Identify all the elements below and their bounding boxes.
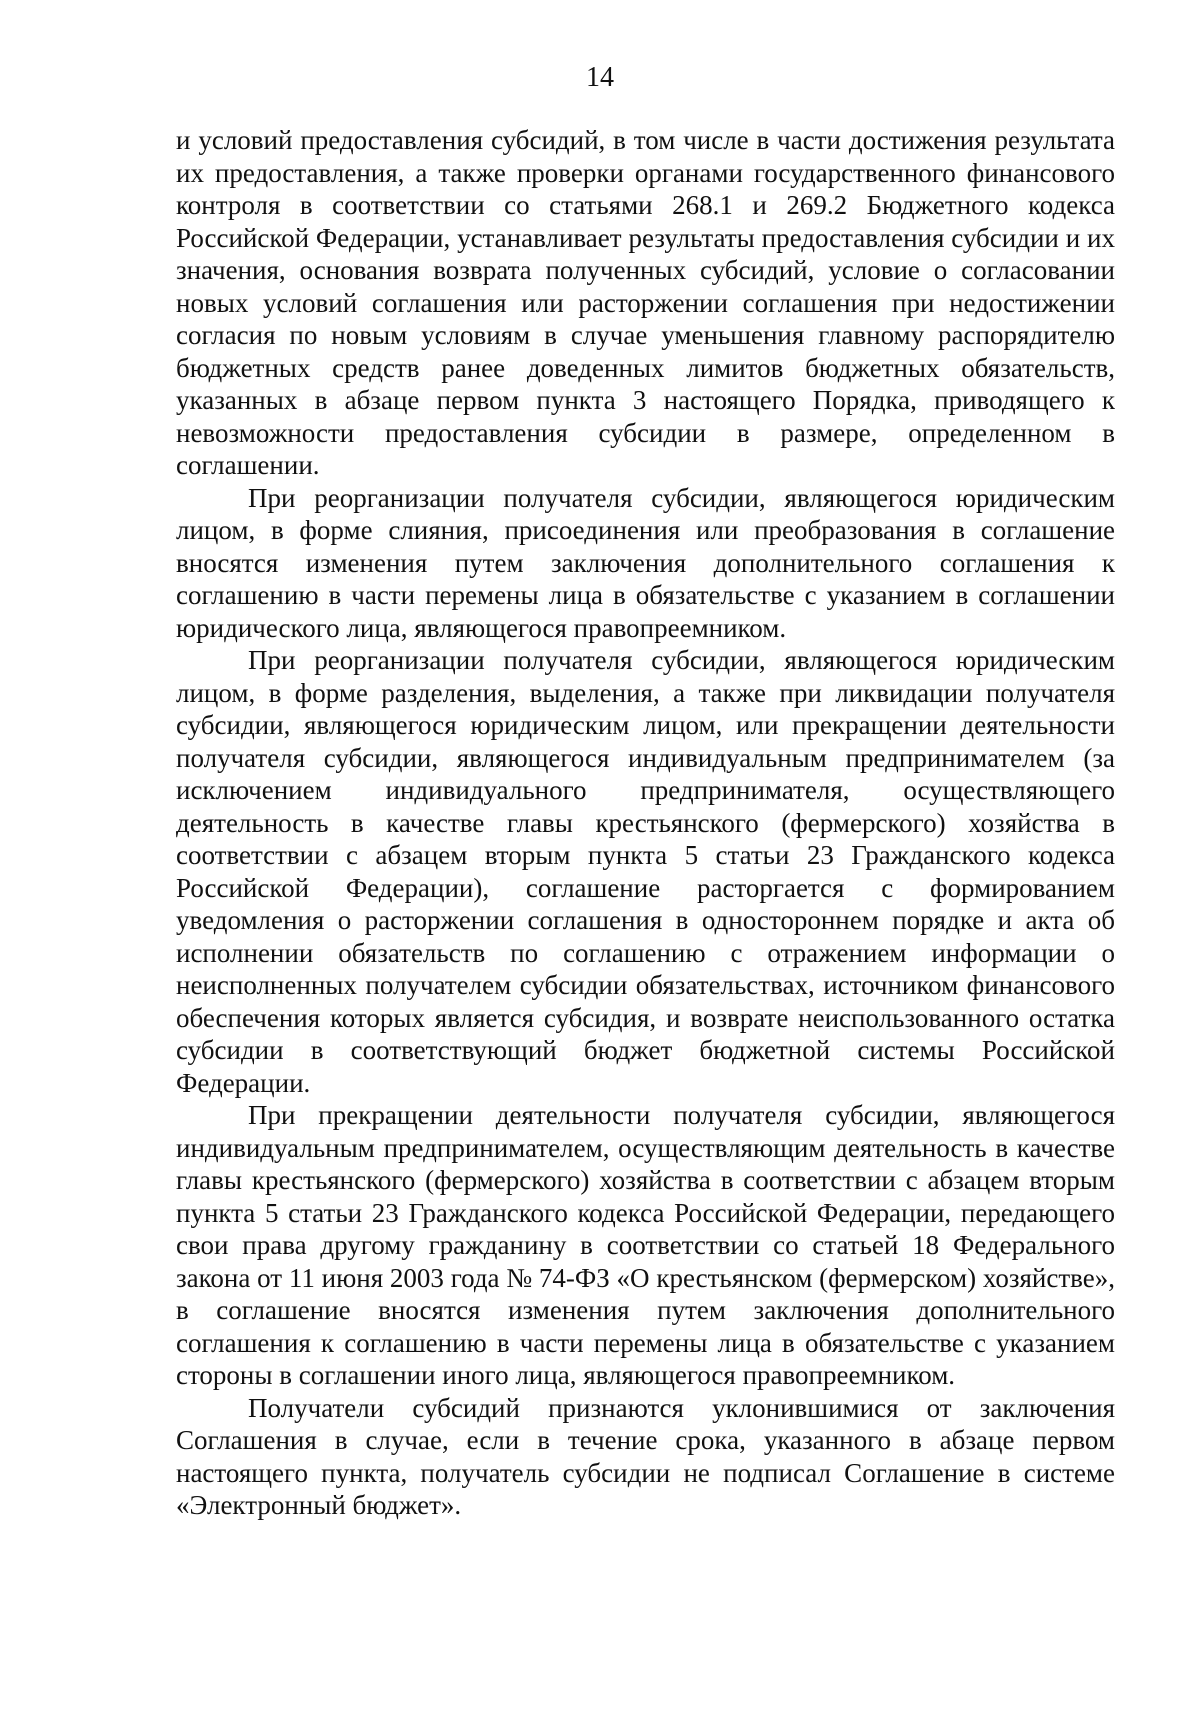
document-body [176,124,1115,1522]
paragraph-farm-termination: При прекращении деятельности получателя субсидии, являющегося индивидуальным предпринимателем, осуществляющим деятельность в качестве главы крестьянского (фермерского) хозяйства в соответствии с абзацем вторым пункта 5 статьи 23 Гражданского кодекса Российской Федерации, передающего свои права другому гражданину в соответствии со статьей 18 Федерального закона от 11 июня 2003 года № 74-ФЗ «О крестьянском (фермерском) хозяйстве», в соглашение вносятся изменения путем заключения дополнительного соглашения к соглашению в части перемены лица в обязательстве с указанием стороны в соглашении иного лица, являющегося правопреемником. [176,1100,1115,1390]
paragraph-reorganization-division: При реорганизации получателя субсидии, являющегося юридическим лицом, в форме разделения, выделения, а также при ликвидации получателя субсидии, являющегося юридическим лицом, или прекращении деятельности получателя субсидии, являющегося индивидуальным предпринимателем (за исключением индивидуального предпринимателя, осуществляющего деятельность в качестве главы крестьянского (фермерского) хозяйства в соответствии с абзацем вторым пункта 5 статьи 23 Гражданского кодекса Российской Федерации), соглашение расторгается с формированием уведомления о расторжении соглашения в одностороннем порядке и акта об исполнении обязательств по соглашению с отражением информации о неисполненных получателем субсидии обязательствах, источником финансового обеспечения которых является субсидия, и возврате неиспользованного остатка субсидии в соответствующий бюджет бюджетной системы Российской Федерации. [176,645,1115,1098]
paragraph-reorganization-merger: При реорганизации получателя субсидии, являющегося юридическим лицом, в форме слияния, присоединения или преобразования в соглашение вносятся изменения путем заключения дополнительного соглашения к соглашению в части перемены лица в обязательстве с указанием в соглашении юридического лица, являющегося правопреемником. [176,482,1115,643]
paragraph-evasion: Получатели субсидий признаются уклонившимися от заключения Соглашения в случае, если в течение срока, указанного в абзаце первом настоящего пункта, получатель субсидии не подписал Соглашение в системе «Электронный бюджет». [176,1392,1115,1520]
page-number: 14 [586,62,614,93]
paragraph-continuation: и условий предоставления субсидий, в том числе в части достижения результата их предоставления, а также проверки органами государственного финансового контроля в соответствии со статьями 268.1 и 269.2 Бюджетного кодекса Российской Федерации, устанавливает результаты предоставления субсидии и их значения, основания возврата полученных субсидий, условие о согласовании новых условий соглашения или расторжении соглашения при недостижении согласия по новым условиям в случае уменьшения главному распорядителю бюджетных средств ранее доведенных лимитов бюджетных обязательств, указанных в абзаце первом пункта 3 настоящего Порядка, приводящего к невозможности предоставления субсидии в размере, определенном в соглашении. [176,125,1115,480]
